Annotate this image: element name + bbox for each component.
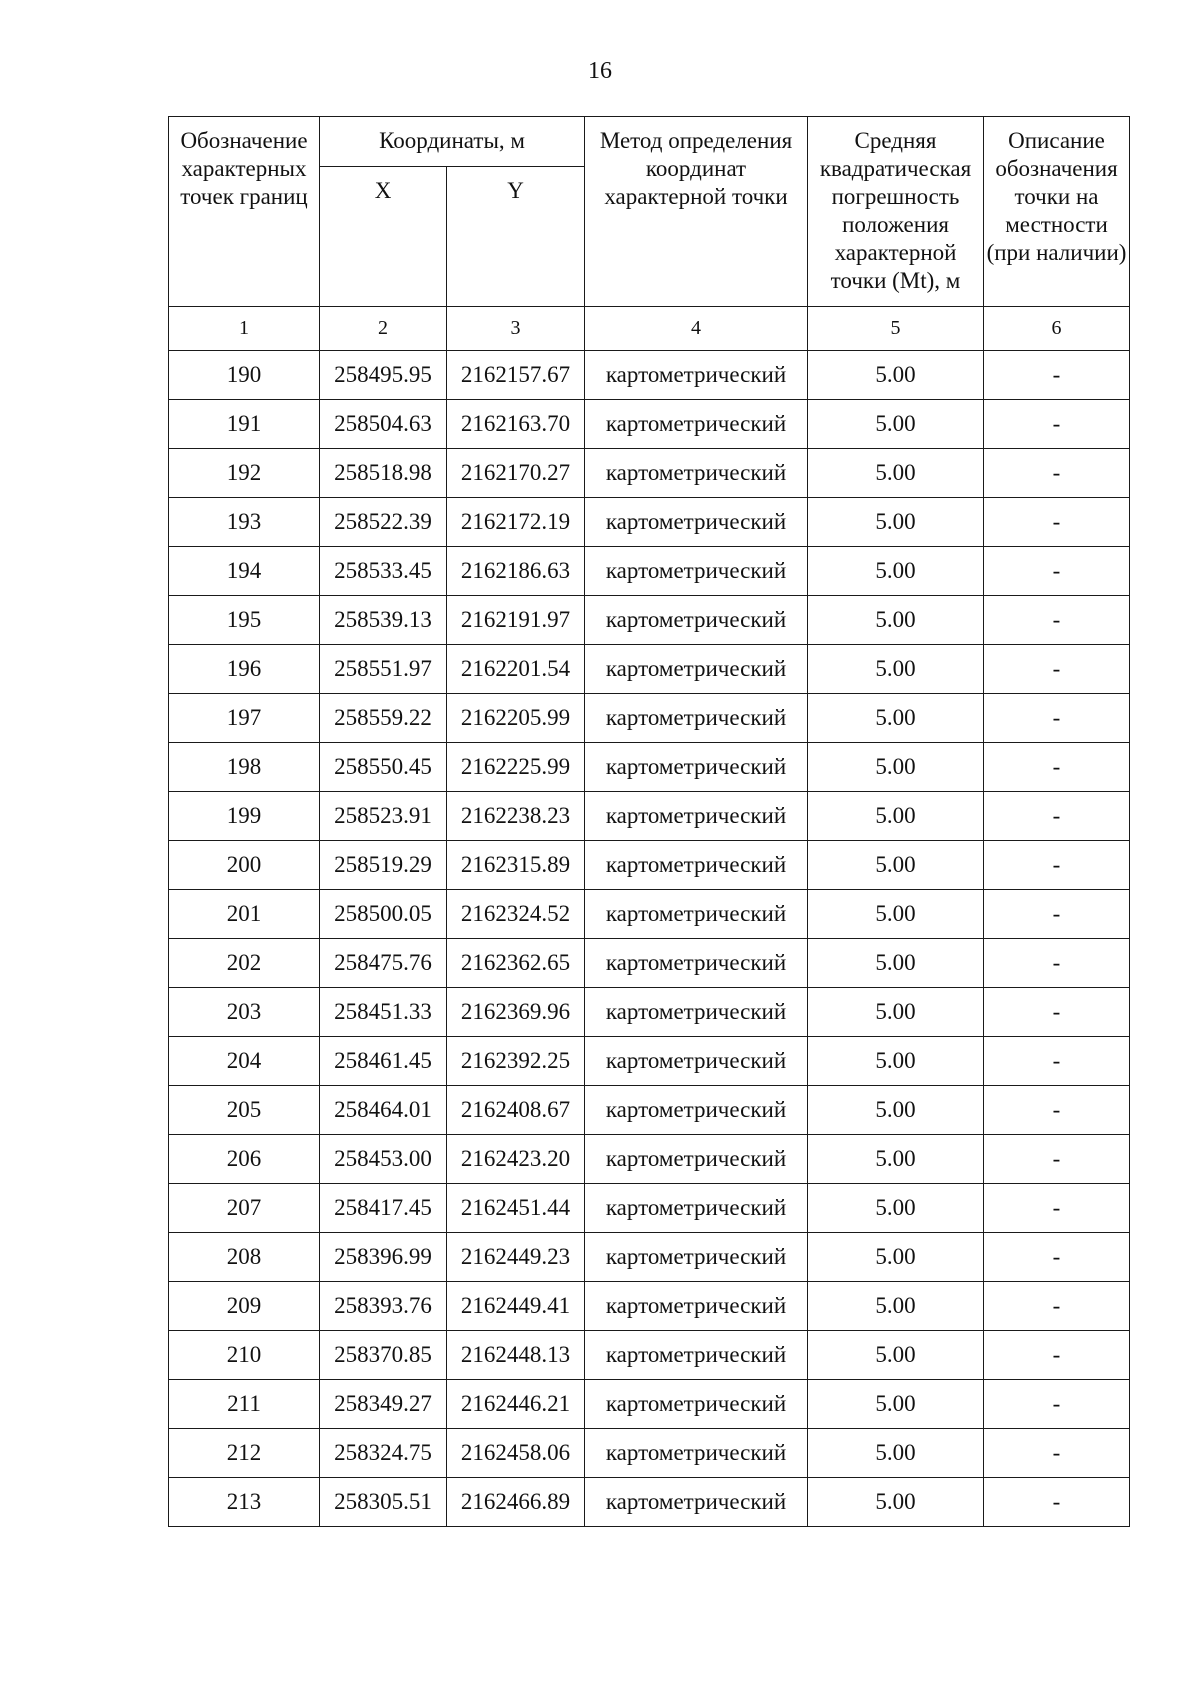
cell-x: 258533.45	[320, 547, 447, 596]
table-row	[169, 1478, 1130, 1527]
cell-x: 258559.22	[320, 694, 447, 743]
cell-description: -	[984, 596, 1130, 645]
cell-method: картометрический	[585, 498, 808, 547]
table-row	[169, 841, 1130, 890]
cell-y: 2162170.27	[447, 449, 585, 498]
cell-error: 5.00	[808, 547, 984, 596]
cell-error: 5.00	[808, 792, 984, 841]
cell-x: 258396.99	[320, 1233, 447, 1282]
cell-y: 2162201.54	[447, 645, 585, 694]
cell-description: -	[984, 1282, 1130, 1331]
cell-point: 199	[169, 792, 320, 841]
table-row	[169, 547, 1130, 596]
cell-method: картометрический	[585, 988, 808, 1037]
cell-point: 207	[169, 1184, 320, 1233]
table-row	[169, 351, 1130, 400]
cell-point: 200	[169, 841, 320, 890]
cell-description: -	[984, 694, 1130, 743]
table-header	[169, 117, 1130, 351]
cell-method: картометрический	[585, 743, 808, 792]
cell-x: 258453.00	[320, 1135, 447, 1184]
header-x: X	[320, 167, 447, 307]
cell-error: 5.00	[808, 1478, 984, 1527]
table-row	[169, 1037, 1130, 1086]
cell-x: 258519.29	[320, 841, 447, 890]
table-body	[169, 351, 1130, 1527]
cell-point: 212	[169, 1429, 320, 1478]
table-row	[169, 939, 1130, 988]
cell-method: картометрический	[585, 1282, 808, 1331]
table-row	[169, 1135, 1130, 1184]
cell-x: 258504.63	[320, 400, 447, 449]
cell-error: 5.00	[808, 645, 984, 694]
cell-y: 2162392.25	[447, 1037, 585, 1086]
cell-method: картометрический	[585, 449, 808, 498]
cell-description: -	[984, 400, 1130, 449]
cell-description: -	[984, 1086, 1130, 1135]
cell-point: 202	[169, 939, 320, 988]
cell-method: картометрический	[585, 1135, 808, 1184]
cell-point: 205	[169, 1086, 320, 1135]
cell-error: 5.00	[808, 1037, 984, 1086]
cell-description: -	[984, 792, 1130, 841]
cell-error: 5.00	[808, 1429, 984, 1478]
table-row	[169, 596, 1130, 645]
column-number-1: 1	[169, 307, 320, 351]
cell-x: 258518.98	[320, 449, 447, 498]
cell-method: картометрический	[585, 1478, 808, 1527]
cell-method: картометрический	[585, 351, 808, 400]
cell-error: 5.00	[808, 351, 984, 400]
header-point: Обозначение характерных точек границ	[169, 117, 320, 307]
table-row	[169, 694, 1130, 743]
cell-y: 2162449.23	[447, 1233, 585, 1282]
cell-description: -	[984, 1037, 1130, 1086]
cell-point: 209	[169, 1282, 320, 1331]
cell-y: 2162163.70	[447, 400, 585, 449]
cell-y: 2162238.23	[447, 792, 585, 841]
cell-point: 197	[169, 694, 320, 743]
cell-y: 2162408.67	[447, 1086, 585, 1135]
header-y: Y	[447, 167, 585, 307]
cell-method: картометрический	[585, 400, 808, 449]
header-row-top	[169, 117, 1130, 167]
cell-error: 5.00	[808, 743, 984, 792]
table-row	[169, 988, 1130, 1037]
table-row	[169, 645, 1130, 694]
cell-method: картометрический	[585, 1331, 808, 1380]
cell-method: картометрический	[585, 841, 808, 890]
cell-x: 258550.45	[320, 743, 447, 792]
cell-point: 194	[169, 547, 320, 596]
cell-point: 208	[169, 1233, 320, 1282]
table-row	[169, 743, 1130, 792]
cell-error: 5.00	[808, 939, 984, 988]
cell-description: -	[984, 939, 1130, 988]
cell-method: картометрический	[585, 694, 808, 743]
cell-method: картометрический	[585, 1233, 808, 1282]
column-number-4: 4	[585, 307, 808, 351]
cell-x: 258495.95	[320, 351, 447, 400]
cell-x: 258523.91	[320, 792, 447, 841]
cell-y: 2162172.19	[447, 498, 585, 547]
cell-x: 258500.05	[320, 890, 447, 939]
cell-point: 196	[169, 645, 320, 694]
cell-description: -	[984, 351, 1130, 400]
coordinates-table	[168, 116, 1130, 1527]
column-number-5: 5	[808, 307, 984, 351]
cell-y: 2162446.21	[447, 1380, 585, 1429]
cell-error: 5.00	[808, 988, 984, 1037]
table-row	[169, 1282, 1130, 1331]
cell-point: 195	[169, 596, 320, 645]
cell-point: 204	[169, 1037, 320, 1086]
table-row	[169, 449, 1130, 498]
cell-error: 5.00	[808, 498, 984, 547]
cell-error: 5.00	[808, 694, 984, 743]
cell-point: 201	[169, 890, 320, 939]
header-method: Метод определения координат характерной точки	[585, 117, 808, 307]
cell-error: 5.00	[808, 400, 984, 449]
table-row	[169, 400, 1130, 449]
cell-y: 2162191.97	[447, 596, 585, 645]
cell-y: 2162225.99	[447, 743, 585, 792]
cell-x: 258370.85	[320, 1331, 447, 1380]
cell-x: 258475.76	[320, 939, 447, 988]
cell-y: 2162458.06	[447, 1429, 585, 1478]
header-coordinates: Координаты, м	[320, 117, 585, 167]
cell-x: 258417.45	[320, 1184, 447, 1233]
cell-point: 191	[169, 400, 320, 449]
cell-point: 210	[169, 1331, 320, 1380]
cell-y: 2162466.89	[447, 1478, 585, 1527]
cell-point: 192	[169, 449, 320, 498]
cell-y: 2162205.99	[447, 694, 585, 743]
cell-point: 190	[169, 351, 320, 400]
cell-x: 258551.97	[320, 645, 447, 694]
cell-y: 2162186.63	[447, 547, 585, 596]
cell-y: 2162157.67	[447, 351, 585, 400]
cell-description: -	[984, 1135, 1130, 1184]
table-row	[169, 1380, 1130, 1429]
cell-y: 2162451.44	[447, 1184, 585, 1233]
cell-description: -	[984, 498, 1130, 547]
table-row	[169, 890, 1130, 939]
cell-x: 258393.76	[320, 1282, 447, 1331]
cell-error: 5.00	[808, 1135, 984, 1184]
header-error: Средняя квадратическая погрешность положения характерной точки (Mt), м	[808, 117, 984, 307]
cell-y: 2162369.96	[447, 988, 585, 1037]
cell-method: картометрический	[585, 1086, 808, 1135]
cell-description: -	[984, 841, 1130, 890]
table-row	[169, 1331, 1130, 1380]
cell-error: 5.00	[808, 1086, 984, 1135]
cell-description: -	[984, 645, 1130, 694]
cell-description: -	[984, 1184, 1130, 1233]
cell-error: 5.00	[808, 841, 984, 890]
cell-x: 258349.27	[320, 1380, 447, 1429]
cell-method: картометрический	[585, 1037, 808, 1086]
cell-method: картометрический	[585, 596, 808, 645]
cell-method: картометрический	[585, 890, 808, 939]
cell-description: -	[984, 449, 1130, 498]
cell-description: -	[984, 1380, 1130, 1429]
cell-point: 211	[169, 1380, 320, 1429]
cell-error: 5.00	[808, 596, 984, 645]
cell-x: 258324.75	[320, 1429, 447, 1478]
cell-x: 258522.39	[320, 498, 447, 547]
cell-description: -	[984, 988, 1130, 1037]
cell-point: 193	[169, 498, 320, 547]
cell-description: -	[984, 1478, 1130, 1527]
column-number-2: 2	[320, 307, 447, 351]
cell-error: 5.00	[808, 1184, 984, 1233]
cell-point: 203	[169, 988, 320, 1037]
cell-error: 5.00	[808, 1380, 984, 1429]
table-row	[169, 1086, 1130, 1135]
cell-error: 5.00	[808, 890, 984, 939]
cell-x: 258451.33	[320, 988, 447, 1037]
cell-x: 258539.13	[320, 596, 447, 645]
cell-y: 2162448.13	[447, 1331, 585, 1380]
cell-error: 5.00	[808, 1233, 984, 1282]
page-number: 16	[588, 58, 612, 84]
cell-method: картометрический	[585, 1380, 808, 1429]
column-number-3: 3	[447, 307, 585, 351]
cell-point: 213	[169, 1478, 320, 1527]
table-row	[169, 1233, 1130, 1282]
table-row	[169, 498, 1130, 547]
cell-description: -	[984, 890, 1130, 939]
cell-y: 2162315.89	[447, 841, 585, 890]
cell-description: -	[984, 547, 1130, 596]
cell-description: -	[984, 1233, 1130, 1282]
cell-description: -	[984, 1429, 1130, 1478]
cell-x: 258464.01	[320, 1086, 447, 1135]
column-number-row	[169, 307, 1130, 351]
header-description: Описание обозначения точки на местности (при наличии)	[984, 117, 1130, 307]
table-row	[169, 1429, 1130, 1478]
cell-description: -	[984, 743, 1130, 792]
cell-error: 5.00	[808, 449, 984, 498]
column-number-6: 6	[984, 307, 1130, 351]
cell-point: 206	[169, 1135, 320, 1184]
cell-method: картометрический	[585, 939, 808, 988]
cell-y: 2162423.20	[447, 1135, 585, 1184]
cell-error: 5.00	[808, 1331, 984, 1380]
cell-error: 5.00	[808, 1282, 984, 1331]
table-row	[169, 792, 1130, 841]
cell-method: картометрический	[585, 547, 808, 596]
cell-y: 2162362.65	[447, 939, 585, 988]
cell-point: 198	[169, 743, 320, 792]
cell-method: картометрический	[585, 645, 808, 694]
table-row	[169, 1184, 1130, 1233]
cell-description: -	[984, 1331, 1130, 1380]
cell-method: картометрический	[585, 792, 808, 841]
cell-x: 258305.51	[320, 1478, 447, 1527]
cell-y: 2162324.52	[447, 890, 585, 939]
cell-y: 2162449.41	[447, 1282, 585, 1331]
cell-method: картометрический	[585, 1429, 808, 1478]
cell-x: 258461.45	[320, 1037, 447, 1086]
cell-method: картометрический	[585, 1184, 808, 1233]
